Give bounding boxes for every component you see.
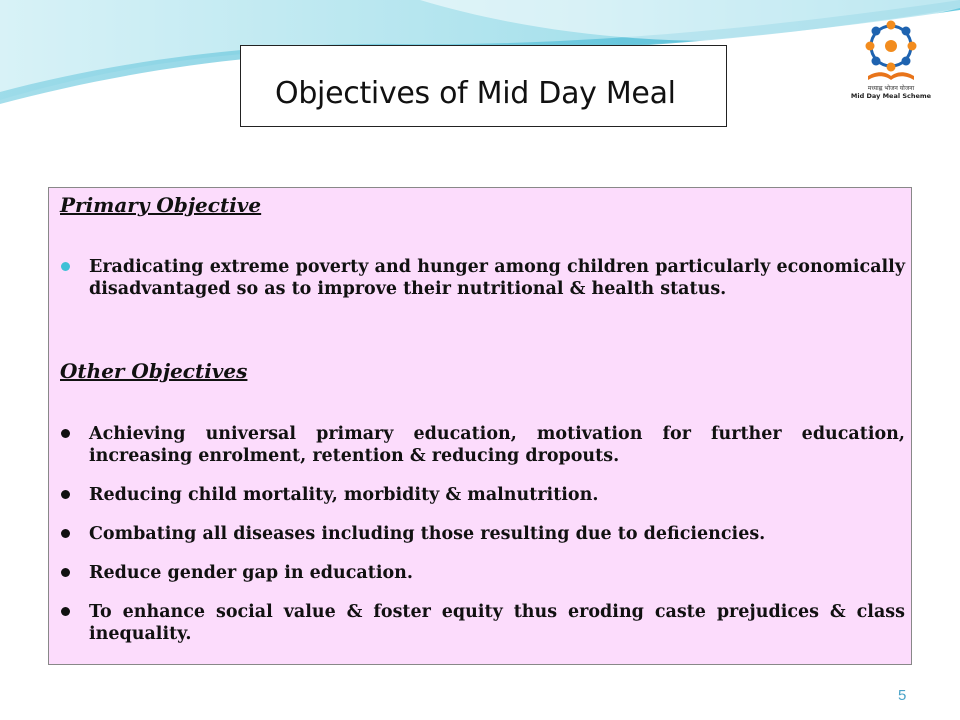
bullet-dot-icon: [61, 429, 70, 438]
bullet-dot-icon: [61, 607, 70, 616]
bullet-dot-icon: [61, 529, 70, 538]
bullet-dot-icon: [61, 490, 70, 499]
primary-objective-list: [57, 256, 905, 318]
list-item: [57, 256, 905, 300]
list-item: [57, 523, 905, 545]
list-item-text: Achieving universal primary education, motivation for further education, increasing enrolment, retention & reducing dropouts.: [89, 424, 905, 466]
list-item-text: Reduce gender gap in education.: [89, 563, 413, 583]
other-objectives-heading: Other Objectives: [60, 359, 248, 383]
list-item: [57, 484, 905, 506]
logo-english-text: Mid Day Meal Scheme: [850, 92, 932, 100]
list-item-text: To enhance social value & foster equity thus eroding caste prejudices & class inequality.: [89, 602, 905, 644]
objectives-content-box: [48, 187, 912, 665]
bullet-dot-icon: [61, 568, 70, 577]
list-item-text: Eradicating extreme poverty and hunger among children particularly economically disadvantaged so as to improve their nutritional & health status.: [89, 257, 905, 299]
list-item-text: Reducing child mortality, morbidity & malnutrition.: [89, 485, 599, 505]
list-item: [57, 562, 905, 584]
bullet-dot-icon: [61, 262, 70, 271]
slide-title-box: [240, 45, 727, 127]
logo-hindi-text: मध्याह्न भोजन योजना: [867, 85, 915, 92]
other-objectives-list: [57, 423, 905, 662]
slide-title: Objectives of Mid Day Meal: [275, 76, 676, 111]
list-item: [57, 423, 905, 467]
page-number: 5: [898, 687, 907, 704]
primary-objective-heading: Primary Objective: [60, 193, 262, 217]
list-item-text: Combating all diseases including those resulting due to deficiencies.: [89, 524, 766, 544]
mid-day-meal-logo: [846, 16, 936, 100]
people-circle-icon: [846, 16, 936, 84]
list-item: [57, 601, 905, 645]
